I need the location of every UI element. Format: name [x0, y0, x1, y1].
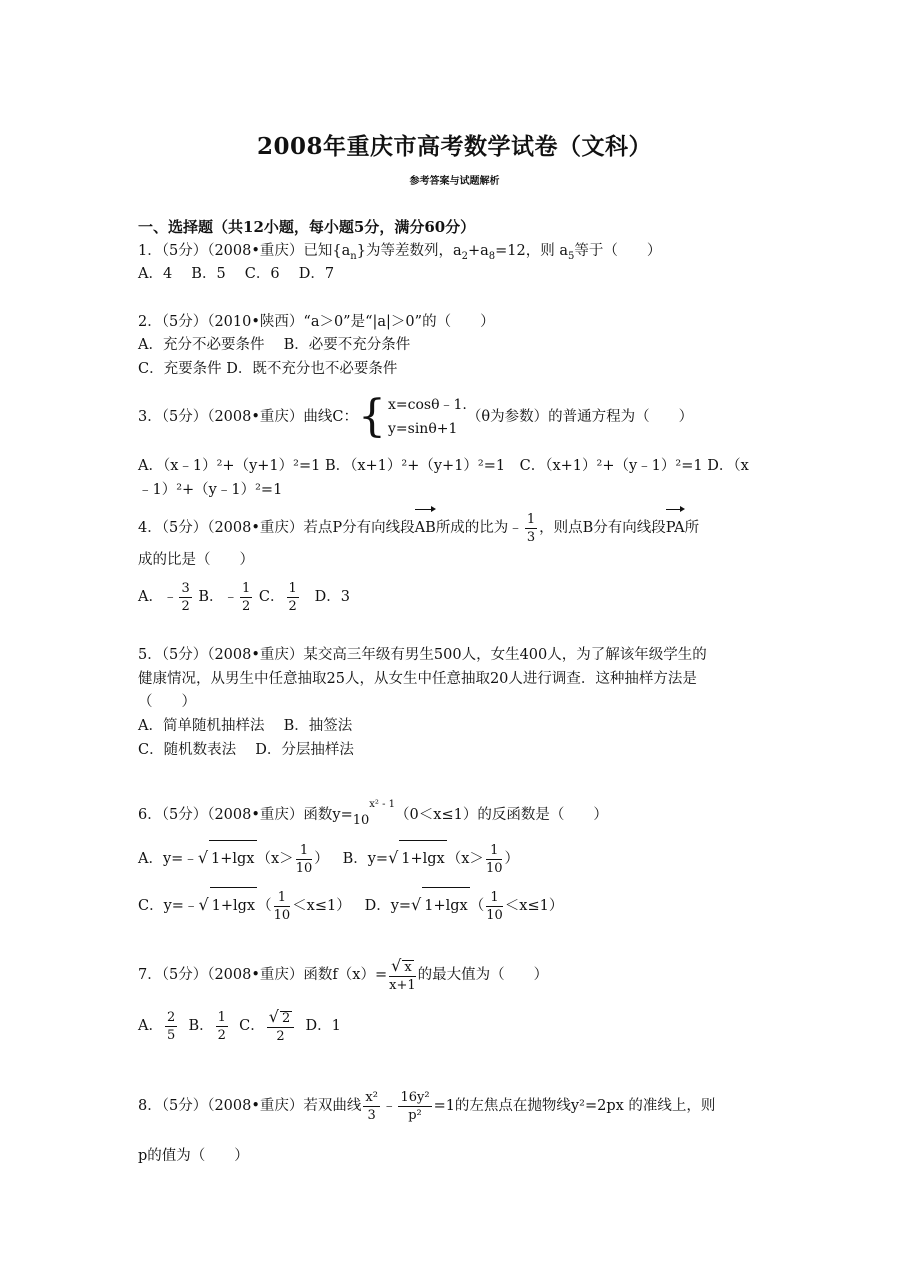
question-2-options-ab: A．充分不必要条件 B．必要不充分条件 — [138, 337, 411, 353]
question-4-stem-line2: 成的比是（ ） — [138, 552, 254, 568]
left-brace: { — [358, 391, 386, 442]
fraction: $\frac{1}{3}$ — [526, 511, 536, 545]
question-6-options-cd: C．y=﹣√ 1+lgx （ $\frac{1}{10}$ ＜x≤1） D．y=√ 1+lgx （ $\frac{1}{10}$ ＜x≤1） — [138, 887, 563, 924]
page-subtitle: 参考答案与试题解析 — [409, 176, 500, 187]
question-1-stem: 1．（5分）（2008•重庆）已知$\{a_n\}$为等差数列，$a_2+a_8=12$，则 $a_5$等于（ ） — [138, 243, 662, 262]
question-5-line3: （ ） — [138, 694, 196, 710]
question-3-stem: 3．（5分）（2008•重庆）曲线C：{ x=cosθ﹣1. y=sinθ+1 （θ为参数）的普通方程为（ ） — [138, 391, 694, 442]
question-5-options-ab: A．简单随机抽样法 B．抽签法 — [138, 718, 353, 734]
question-8-stem: 8．（5分）（2008•重庆）若双曲线 $\frac{\text{x²}}{3}$ ﹣ $\frac{\text{16y²}}{\text{p²}}$ =1的左焦点在抛物线y²=2px 的准线上，则 — [138, 1089, 716, 1123]
vector-ab: AB — [415, 508, 436, 545]
question-3-options-line2: ﹣1）²+（y﹣1）²=1 — [138, 482, 283, 498]
page-title: 2008年重庆市高考数学试卷（文科） — [256, 133, 652, 160]
question-6-options-ab: A．y=﹣√ 1+lgx （x＞ $\frac{1}{10}$ ） B．y=√ 1+lgx （x＞ $\frac{1}{10}$ ） — [138, 840, 519, 877]
question-2-options-cd: C．充要条件 D．既不充分也不必要条件 — [138, 361, 398, 377]
question-4-stem: 4．（5分）（2008•重庆）若点P分有向线段AB所成的比为﹣ $\frac{1}{3}$ ，则点B分有向线段PA所 — [138, 508, 699, 545]
question-5-line2: 健康情况，从男生中任意抽取25人，从女生中任意抽取20人进行调查．这种抽样方法是 — [138, 671, 697, 687]
question-6-stem: 6．（5分）（2008•重庆）函数$y=10^{x^2 - 1}(0<x\le 1)$的反函数是（ ） — [138, 799, 608, 828]
question-7-options: A． $\frac{2}{5}$ B． $\frac{1}{2}$ C． $\frac{√ 2}{2}$ D．1 — [138, 1007, 341, 1044]
question-2-stem: 2．（5分）（2010•陕西）“a＞0”是“|a|＞0”的（ ） — [138, 314, 495, 330]
vector-pa: PA — [666, 508, 685, 545]
question-5-line1: 5．（5分）（2008•重庆）某交高三年级有男生500人，女生400人，为了解该年级学生的 — [138, 647, 707, 663]
question-1-options: A．4 B．5 C．6 D．7 — [138, 266, 335, 282]
question-4-options: A．﹣ $\frac{3}{2}$ B．﹣ $\frac{1}{2}$ C． $\frac{1}{2}$ D．3 — [138, 580, 350, 614]
section-heading: 一、选择题（共12小题，每小题5分，满分60分） — [138, 218, 476, 236]
sqrt-fraction: $\frac{√ x}{x+1}$ — [389, 956, 416, 993]
question-5-options-cd: C．随机数表法 D．分层抽样法 — [138, 742, 354, 758]
question-3-options-line1: A．（x﹣1）²+（y+1）²=1 B．（x+1）²+（y+1）²=1 C．（x+1）²+（y﹣1）²=1 D．（x — [138, 458, 749, 474]
question-8-stem-line2: p的值为（ ） — [138, 1148, 249, 1164]
question-7-stem: 7．（5分）（2008•重庆）函数f（x）= $\frac{√ x}{x+1}$ 的最大值为（ ） — [138, 956, 549, 993]
parametric-system: x=cosθ﹣1. y=sinθ+1 — [388, 397, 467, 437]
